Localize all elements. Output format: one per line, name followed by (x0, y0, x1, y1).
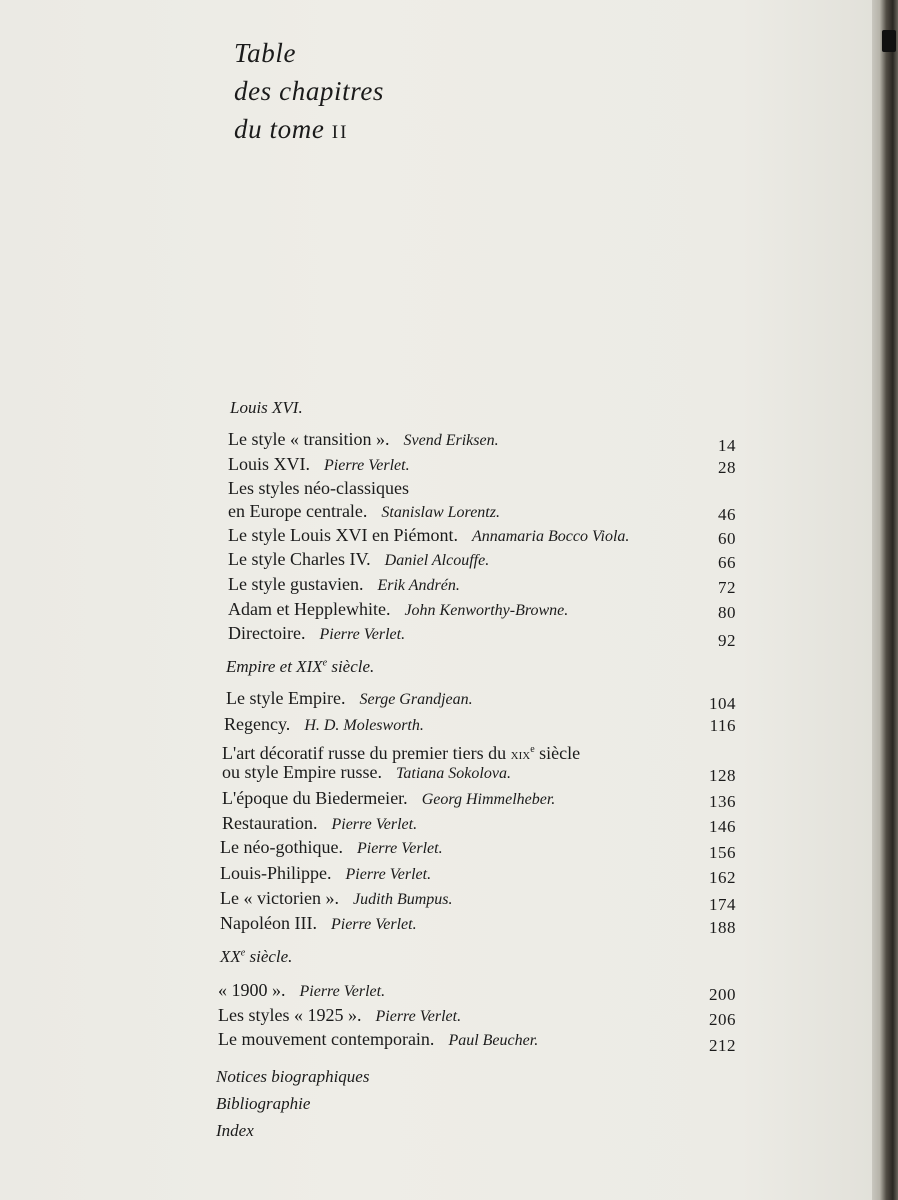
toc-entry: Louis XVI. Pierre Verlet. (228, 454, 410, 474)
page-number: 200 (709, 985, 736, 1004)
page-number: 104 (709, 694, 736, 713)
section-empire: Empire et XIXe siècle. (226, 657, 375, 676)
toc-entry: Directoire. Pierre Verlet. (228, 623, 406, 643)
page-number: 162 (709, 868, 736, 887)
toc-entry: Le style gustavien. Erik Andrén. (228, 574, 460, 594)
toc-entry: ou style Empire russe. Tatiana Sokolova. (222, 762, 511, 782)
page-number: 156 (709, 843, 736, 862)
toc-entry: Regency. H. D. Molesworth. (224, 714, 424, 734)
page-number: 92 (718, 631, 736, 650)
page-number: 60 (718, 529, 736, 548)
page-number: 116 (709, 716, 736, 735)
toc-entry: Le style Charles IV. Daniel Alcouffe. (228, 549, 490, 569)
toc-entry: « 1900 ». Pierre Verlet. (218, 980, 386, 1000)
toc-entry: Napoléon III. Pierre Verlet. (220, 913, 417, 933)
page-number: 128 (709, 766, 736, 785)
section-xx: XXe siècle. (220, 947, 293, 966)
toc-entry: en Europe centrale. Stanislaw Lorentz. (228, 501, 500, 521)
toc-entry: L'art décoratif russe du premier tiers du xix$^e$ siècle (222, 743, 581, 763)
section-louis-xvi: Louis XVI. (230, 398, 303, 417)
page-number: 14 (718, 436, 736, 455)
toc-entry: Adam et Hepplewhite. John Kenworthy-Browne. (228, 599, 569, 619)
page-number: 136 (709, 792, 736, 811)
page-edge-tab (882, 30, 896, 52)
page-number: 146 (709, 817, 736, 836)
page-number: 72 (718, 578, 736, 597)
toc-entry: Le style « transition ». Svend Eriksen. (228, 429, 499, 449)
title-line-1: Table (234, 38, 297, 68)
toc-entry: Le style Louis XVI en Piémont. Annamaria Bocco Viola. (228, 525, 630, 545)
toc-entry: Restauration. Pierre Verlet. (222, 813, 418, 833)
page-title (234, 34, 384, 152)
page-number: 212 (709, 1036, 736, 1055)
toc-entry: Le néo-gothique. Pierre Verlet. (220, 837, 443, 857)
toc-entry: Le style Empire. Serge Grandjean. (226, 688, 473, 708)
page-edge-shadow (872, 0, 898, 1200)
toc-entry: Louis-Philippe. Pierre Verlet. (220, 863, 432, 883)
page-number: 66 (718, 553, 736, 572)
page-number: 188 (709, 918, 736, 937)
toc-entry: Les styles « 1925 ». Pierre Verlet. (218, 1005, 462, 1025)
toc-entry: Le « victorien ». Judith Bumpus. (220, 888, 453, 908)
endmatter-bibliographie: Bibliographie (216, 1094, 311, 1113)
endmatter-notices: Notices biographiques (216, 1067, 370, 1086)
page-number: 80 (718, 603, 736, 622)
title-roman-numeral: II (331, 122, 349, 143)
toc-entry: L'époque du Biedermeier. Georg Himmelheber. (222, 788, 556, 808)
toc-entry: Les styles néo-classiques (228, 478, 409, 498)
page-number: 46 (718, 505, 736, 524)
title-line-2: des chapitres (234, 76, 385, 106)
page-number: 28 (718, 458, 736, 477)
page-number: 206 (709, 1010, 736, 1029)
title-line-3: du tome II (234, 114, 349, 144)
endmatter-index: Index (216, 1121, 254, 1140)
toc-entry: Le mouvement contemporain. Paul Beucher. (218, 1029, 539, 1049)
page-number: 174 (709, 895, 736, 914)
